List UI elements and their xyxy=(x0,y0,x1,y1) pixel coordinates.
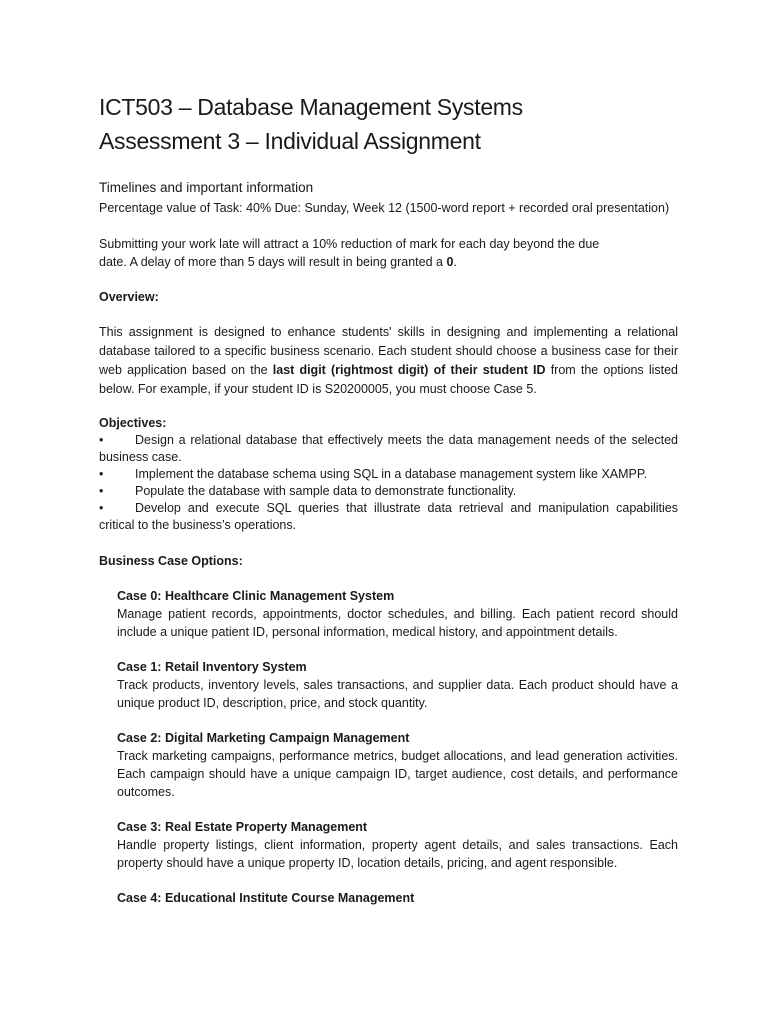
late-policy-zero: 0 xyxy=(446,255,454,269)
objective-item xyxy=(99,432,678,449)
overview-text-bold: last digit (rightmost digit) of their student ID xyxy=(272,363,546,377)
overview-text-1: This assignment is designed to enhance students' skills in designing and implementing a relational database tailored to a specific business scenario. Each student should choose a business case for their web application based on the xyxy=(99,325,678,377)
timelines-heading: Timelines and important information xyxy=(99,180,314,195)
case-title: Case 4: Educational Institute Course Management xyxy=(117,891,415,905)
objective-item xyxy=(99,466,678,483)
objectives-heading: Objectives: xyxy=(99,416,167,430)
bullet-icon: • xyxy=(99,433,104,447)
document-title-line-2: Assessment 3 – Individual Assignment xyxy=(99,128,481,154)
case-title: Case 0: Healthcare Clinic Management System xyxy=(117,589,395,603)
document-title-line-1: ICT503 – Database Management Systems xyxy=(99,94,523,120)
case-description: Manage patient records, appointments, doctor schedules, and billing. Each patient record should include a unique patient ID, personal information, medical history, and appointment details. xyxy=(117,607,678,639)
document-page xyxy=(99,90,678,907)
bullet-icon: • xyxy=(99,484,104,498)
objective-continuation: critical to the business’s operations. xyxy=(99,518,297,532)
business-case xyxy=(117,889,678,907)
case-description: Track marketing campaigns, performance metrics, budget allocations, and lead generation activities. Each campaign should have a unique campaign ID, target audience, cost details, and performance outcomes. xyxy=(117,749,678,799)
case-title: Case 3: Real Estate Property Management xyxy=(117,820,368,834)
percentage-info: Percentage value of Task: 40% Due: Sunday, Week 12 (1500-word report + recorded oral presentation) xyxy=(99,201,670,215)
business-case xyxy=(117,587,678,641)
objective-text: Implement the database schema using SQL in a database management system like XAMPP. xyxy=(135,467,648,481)
business-case xyxy=(117,729,678,801)
objective-text: Populate the database with sample data to demonstrate functionality. xyxy=(135,484,517,498)
objective-text: Develop and execute SQL queries that illustrate data retrieval and manipulation capabilities xyxy=(135,501,678,515)
business-cases-heading: Business Case Options: xyxy=(99,554,243,568)
late-policy-text: date. A delay of more than 5 days will result in being granted a xyxy=(99,255,447,269)
business-case xyxy=(117,658,678,712)
late-policy-end: . xyxy=(453,255,457,269)
case-description: Track products, inventory levels, sales transactions, and supplier data. Each product should have a unique product ID, description, price, and stock quantity. xyxy=(117,678,678,710)
objective-item xyxy=(99,483,678,500)
case-title: Case 1: Retail Inventory System xyxy=(117,660,307,674)
late-policy-line-1: Submitting your work late will attract a 10% reduction of mark for each day beyond the due xyxy=(99,237,600,251)
case-description: Handle property listings, client information, property agent details, and sales transactions. Each property should have a unique property ID, location details, pricing, and agent responsible. xyxy=(117,838,678,870)
case-title: Case 2: Digital Marketing Campaign Management xyxy=(117,731,410,745)
overview-paragraph xyxy=(99,323,678,399)
bullet-icon: • xyxy=(99,501,104,515)
objective-text: Design a relational database that effectively meets the data management needs of the selected xyxy=(135,433,678,447)
objective-continuation: business case. xyxy=(99,450,182,464)
bullet-icon: • xyxy=(99,467,104,481)
late-policy-line-2 xyxy=(99,253,678,271)
objective-item xyxy=(99,500,678,517)
business-case xyxy=(117,818,678,872)
overview-text-2: from the options listed below. For example, if your student ID is S20200005, you must choose Case 5. xyxy=(99,363,679,396)
overview-heading: Overview: xyxy=(99,290,159,304)
